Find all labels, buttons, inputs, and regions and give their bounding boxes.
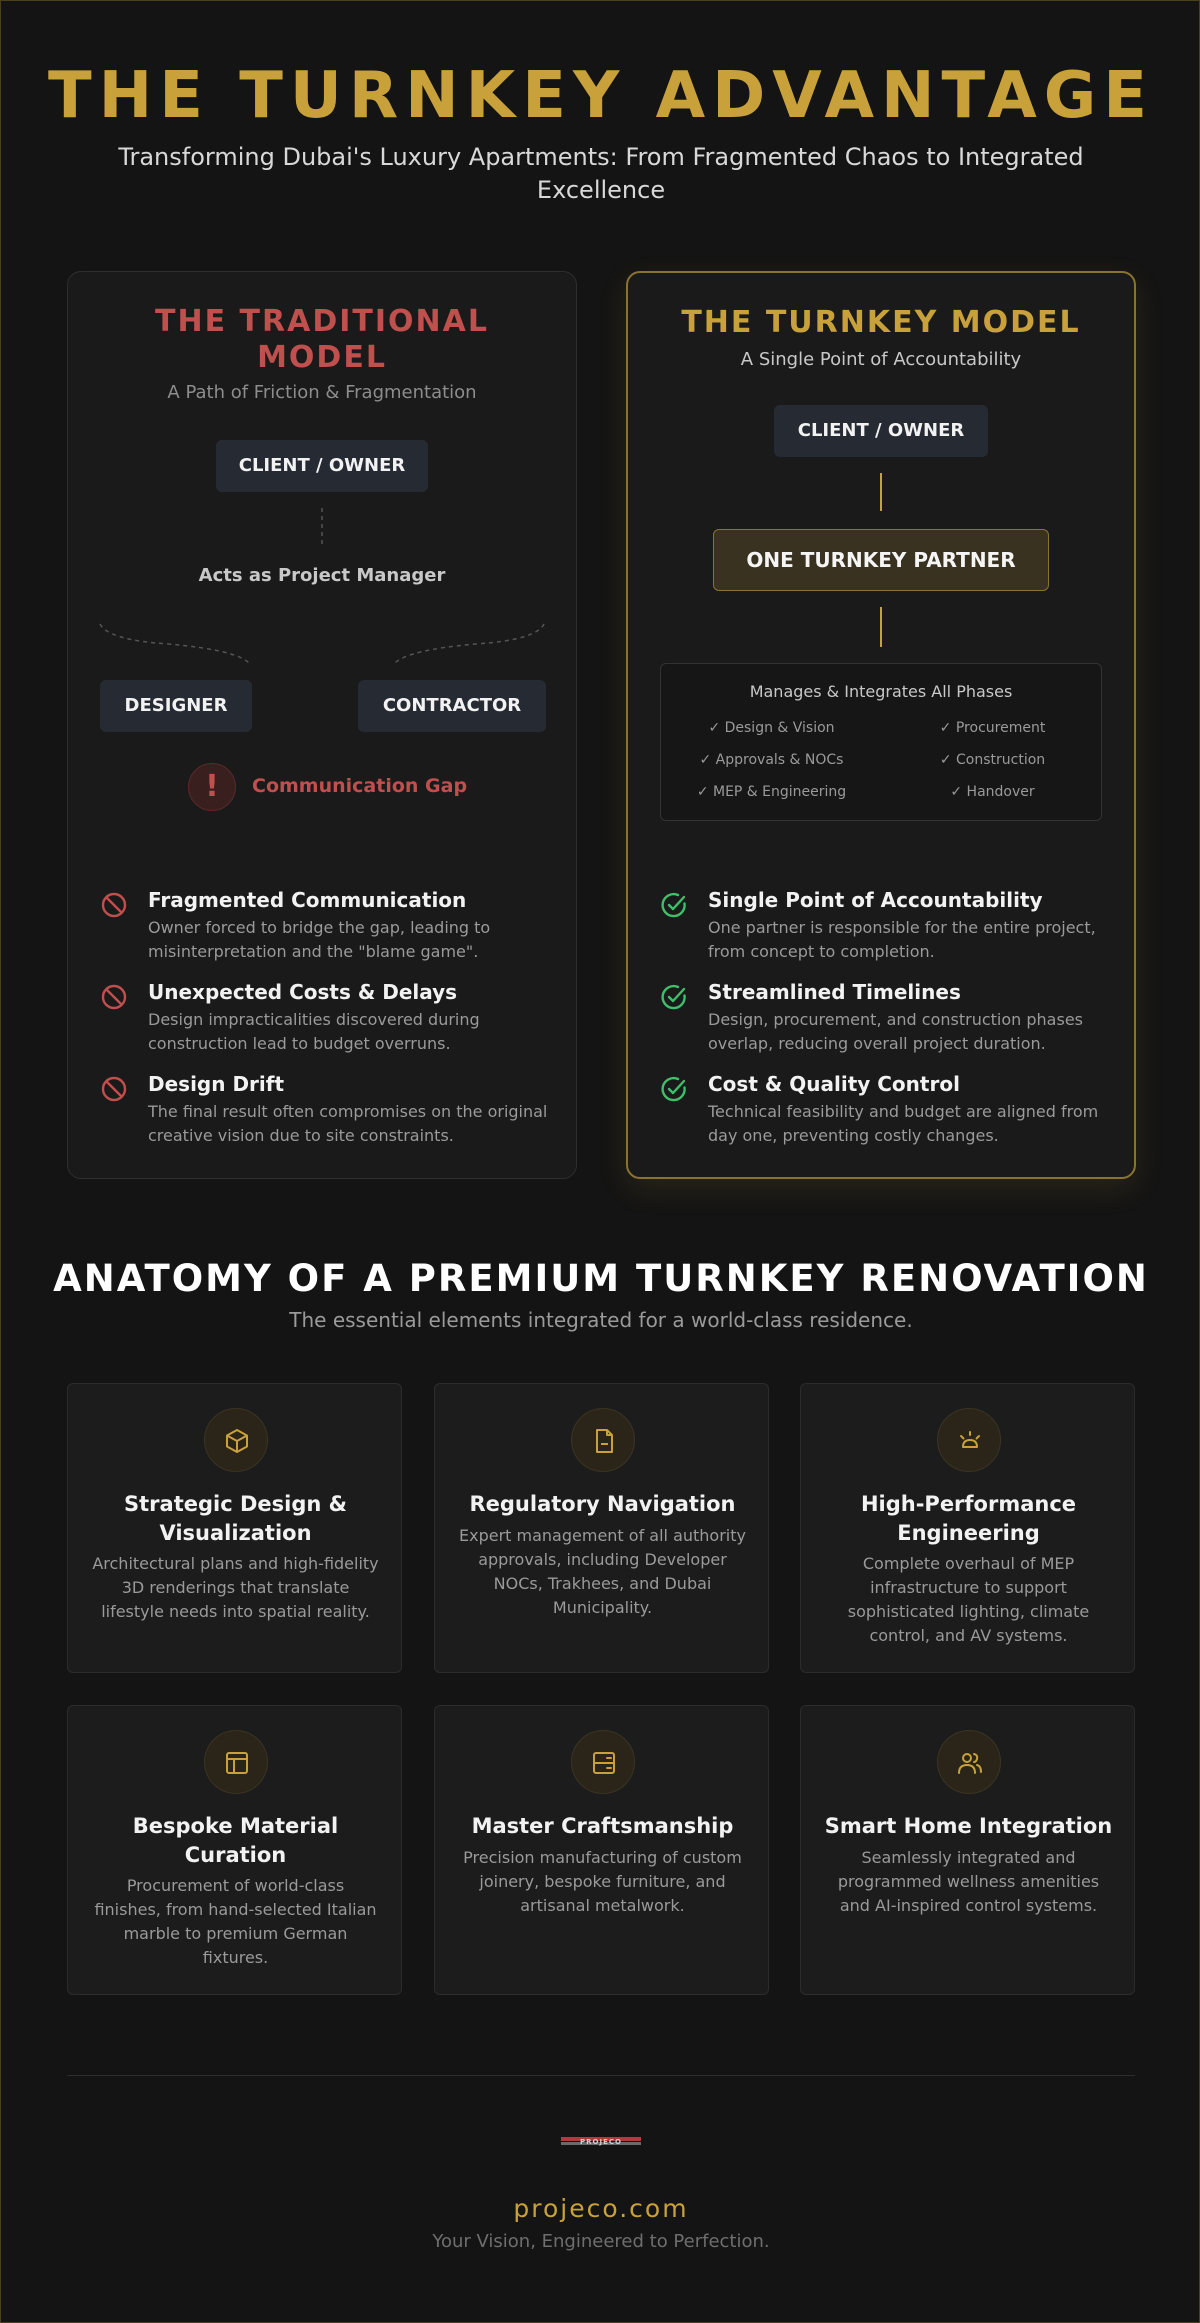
card-title: Master Craftsmanship xyxy=(471,1814,734,1838)
phase-item: ✓ Construction xyxy=(939,752,1046,768)
icon-circle xyxy=(571,1730,635,1794)
anatomy-card-craftsmanship xyxy=(434,1705,769,1995)
icon-circle xyxy=(204,1730,268,1794)
anatomy-card-engineering xyxy=(800,1383,1135,1673)
feature-description: Design, procurement, and construction phases overlap, reducing overall project duration. xyxy=(708,1010,1083,1053)
page-subtitle: Transforming Dubai's Luxury Apartments: From Fragmented Chaos to Integrated Excellence xyxy=(118,143,1084,204)
footer-tagline: Your Vision, Engineered to Perfection. xyxy=(432,2231,770,2252)
document-icon xyxy=(590,1427,618,1455)
check-circle-icon xyxy=(660,983,688,1011)
feature-title: Cost & Quality Control xyxy=(708,1072,960,1096)
feature-title: Streamlined Timelines xyxy=(708,980,961,1004)
connector-line xyxy=(880,607,882,647)
anatomy-card-materials xyxy=(67,1705,402,1995)
turnkey-model-panel xyxy=(626,271,1136,1179)
feature-description: Owner forced to bridge the gap, leading to misinterpretation and the "blame game". xyxy=(148,918,491,961)
cabinet-icon xyxy=(590,1749,618,1777)
prohibited-icon xyxy=(100,891,128,919)
footer-divider xyxy=(67,2075,1135,2076)
feature-description: One partner is responsible for the entire project, from concept to completion. xyxy=(708,918,1096,961)
icon-circle xyxy=(204,1408,268,1472)
check-circle-icon xyxy=(660,1075,688,1103)
card-description: Complete overhaul of MEP infrastructure to support sophisticated lighting, climate control, and AV systems. xyxy=(847,1554,1090,1645)
card-title: Strategic Design & Visualization xyxy=(124,1492,347,1545)
designer-node: DESIGNER xyxy=(100,680,252,732)
anatomy-card-design xyxy=(67,1383,402,1673)
card-description: Precision manufacturing of custom joinery, bespoke furniture, and artisanal metalwork. xyxy=(463,1848,742,1915)
anatomy-card-regulatory xyxy=(434,1383,769,1673)
check-circle-icon xyxy=(660,891,688,919)
phase-item: ✓ Procurement xyxy=(939,720,1046,736)
connector-line xyxy=(880,473,882,511)
layout-icon xyxy=(223,1749,251,1777)
svg-text:PROJECO: PROJECO xyxy=(580,2138,622,2146)
page-title: THE TURNKEY ADVANTAGE xyxy=(47,59,1155,133)
phase-item: ✓ MEP & Engineering xyxy=(696,784,847,800)
turnkey-client-node: CLIENT / OWNER xyxy=(774,405,988,457)
feature-title: Design Drift xyxy=(148,1072,285,1096)
card-title: High-Performance Engineering xyxy=(860,1492,1077,1545)
integration-title: Manages & Integrates All Phases xyxy=(749,682,1013,701)
feature-description: Technical feasibility and budget are aligned from day one, preventing costly changes. xyxy=(708,1102,1099,1145)
icon-circle xyxy=(937,1408,1001,1472)
card-description: Seamlessly integrated and programmed wellness amenities and AI-inspired control systems. xyxy=(837,1848,1100,1915)
contractor-node: CONTRACTOR xyxy=(358,680,546,732)
phase-item: ✓ Handover xyxy=(950,784,1035,800)
feature-description: The final result often compromises on the original creative vision due to site constraints. xyxy=(148,1102,548,1145)
anatomy-subtitle: The essential elements integrated for a world-class residence. xyxy=(289,1308,913,1332)
traditional-connectors xyxy=(68,272,578,712)
feature-description: Design impracticalities discovered during construction lead to budget overruns. xyxy=(148,1010,480,1053)
traditional-subtitle: A Path of Friction & Fragmentation xyxy=(167,382,477,403)
integration-phases-box xyxy=(660,663,1102,821)
prohibited-icon xyxy=(100,1075,128,1103)
turnkey-partner-node: ONE TURNKEY PARTNER xyxy=(713,529,1049,591)
feature-title: Fragmented Communication xyxy=(148,888,467,912)
warning-icon: ! xyxy=(188,763,236,811)
card-title: Smart Home Integration xyxy=(824,1814,1113,1838)
brand-logo[interactable] xyxy=(561,2135,641,2147)
turnkey-title: THE TURNKEY MODEL xyxy=(681,305,1081,340)
website-link[interactable]: projeco.com xyxy=(513,2194,689,2223)
card-description: Procurement of world-class finishes, from hand-selected Italian marble to premium German fixtures. xyxy=(94,1876,377,1967)
feature-title: Unexpected Costs & Delays xyxy=(148,980,458,1004)
card-description: Expert management of all authority approvals, including Developer NOCs, Trakhees, and Dubai Municipality. xyxy=(459,1526,746,1617)
card-title: Regulatory Navigation xyxy=(469,1492,736,1516)
icon-circle xyxy=(937,1730,1001,1794)
traditional-model-panel xyxy=(67,271,577,1179)
feature-title: Single Point of Accountability xyxy=(708,888,1043,912)
lightbulb-icon xyxy=(956,1427,984,1455)
card-description: Architectural plans and high-fidelity 3D renderings that translate lifestyle needs into spatial reality. xyxy=(92,1554,379,1621)
anatomy-title: ANATOMY OF A PREMIUM TURNKEY RENOVATION xyxy=(53,1257,1149,1300)
communication-gap-label: Communication Gap xyxy=(252,775,468,797)
anatomy-card-smart-home xyxy=(800,1705,1135,1995)
users-icon xyxy=(956,1749,984,1777)
project-manager-label: Acts as Project Manager xyxy=(198,565,446,586)
icon-circle xyxy=(571,1408,635,1472)
traditional-title: THE TRADITIONAL MODEL xyxy=(155,304,489,375)
card-title: Bespoke Material Curation xyxy=(132,1814,339,1867)
cube-icon xyxy=(223,1427,251,1455)
traditional-client-node: CLIENT / OWNER xyxy=(216,440,428,492)
phase-item: ✓ Approvals & NOCs xyxy=(699,752,844,768)
prohibited-icon xyxy=(100,983,128,1011)
phase-item: ✓ Design & Vision xyxy=(708,720,835,736)
turnkey-subtitle: A Single Point of Accountability xyxy=(740,349,1022,370)
